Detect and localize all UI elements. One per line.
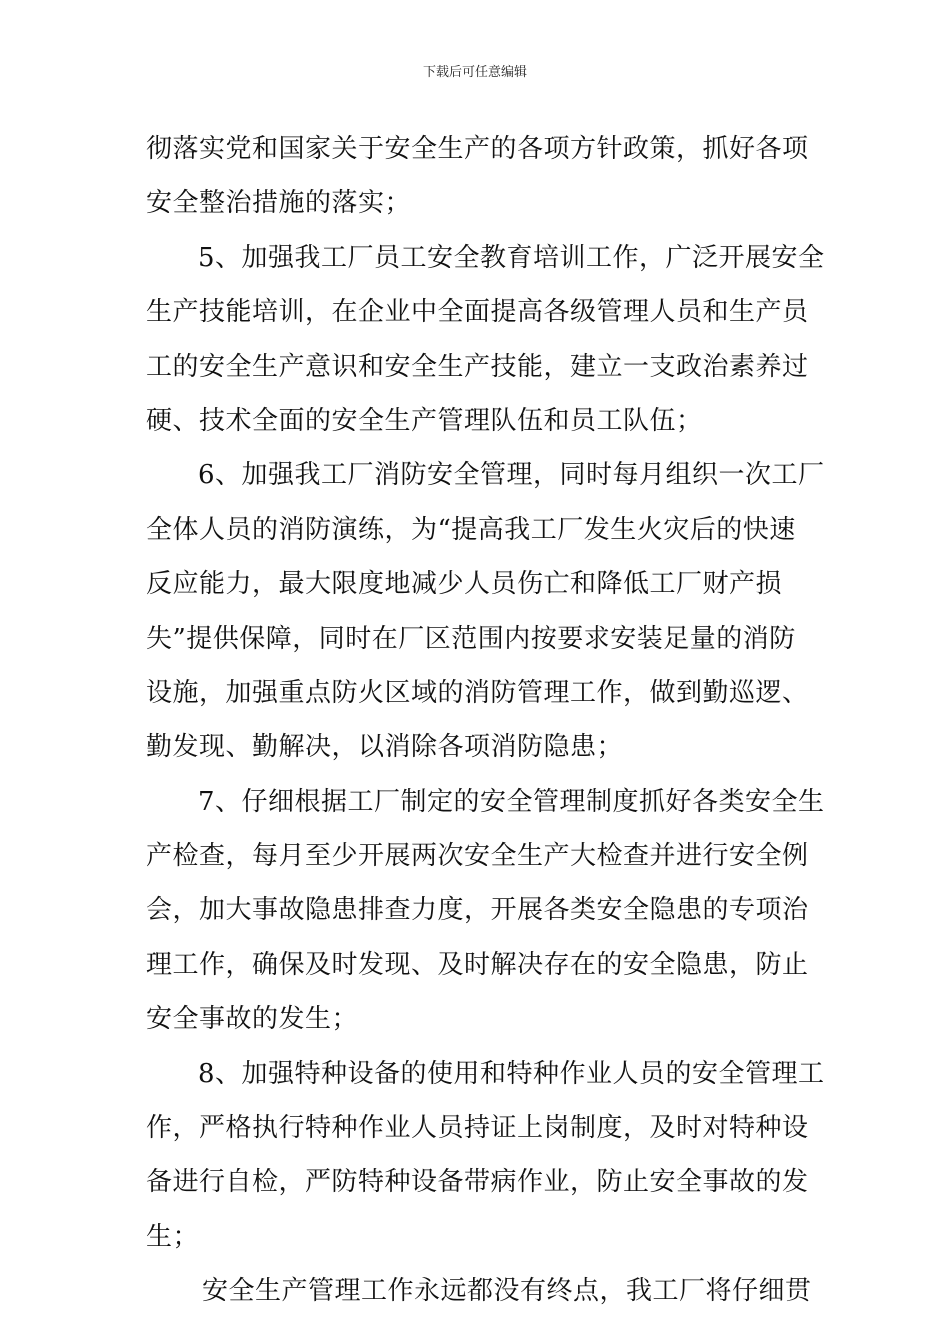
closing-paragraph-start: 安全生产管理工作永远都没有终点，我工厂将仔细贯 <box>202 1276 812 1307</box>
paragraph-8-start: 8、加强特种设备的使用和特种作业人员的安全管理工 <box>198 1058 825 1089</box>
text-line: 会，加大事故隐患排查力度，开展各类安全隐患的专项治 <box>146 895 809 926</box>
paragraph-7-start: 7、仔细根据工厂制定的安全管理制度抓好各类安全生 <box>198 786 825 817</box>
text-line: 失”提供保障，同时在厂区范围内按要求安装足量的消防 <box>146 623 796 654</box>
paragraph-5-start: 5、加强我工厂员工安全教育培训工作，广泛开展安全 <box>198 242 825 273</box>
text-line: 设施，加强重点防火区域的消防管理工作，做到勤巡逻、 <box>146 677 809 708</box>
text-line: 产检查，每月至少开展两次安全生产大检查并进行安全例 <box>146 841 809 872</box>
text-line: 勤发现、勤解决，以消除各项消防隐患； <box>146 732 624 763</box>
text-line: 生； <box>146 1221 200 1252</box>
paragraph-6-start: 6、加强我工厂消防安全管理，同时每月组织一次工厂 <box>198 460 825 491</box>
text-line: 备进行自检，严防特种设备带病作业，防止安全事故的发 <box>146 1167 809 1198</box>
document-body <box>146 122 825 1319</box>
text-line: 安全事故的发生； <box>146 1004 359 1035</box>
text-line: 安全整治措施的落实； <box>146 188 412 219</box>
text-line: 彻落实党和国家关于安全生产的各项方针政策，抓好各项 <box>146 134 809 164</box>
page-header: 下载后可任意编辑 <box>422 65 527 80</box>
text-line: 工的安全生产意识和安全生产技能，建立一支政治素养过 <box>146 351 809 382</box>
text-line: 反应能力，最大限度地减少人员伤亡和降低工厂财产损 <box>146 569 783 600</box>
text-line: 硬、技术全面的安全生产管理队伍和员工队伍； <box>146 405 703 436</box>
text-line: 生产技能培训，在企业中全面提高各级管理人员和生产员 <box>146 297 809 328</box>
text-line: 理工作，确保及时发现、及时解决存在的安全隐患，防止 <box>146 949 809 980</box>
text-line: 作，严格执行特种作业人员持证上岗制度，及时对特种设 <box>146 1113 809 1144</box>
text-line: 全体人员的消防演练，为“提高我工厂发生火灾后的快速 <box>146 514 796 545</box>
